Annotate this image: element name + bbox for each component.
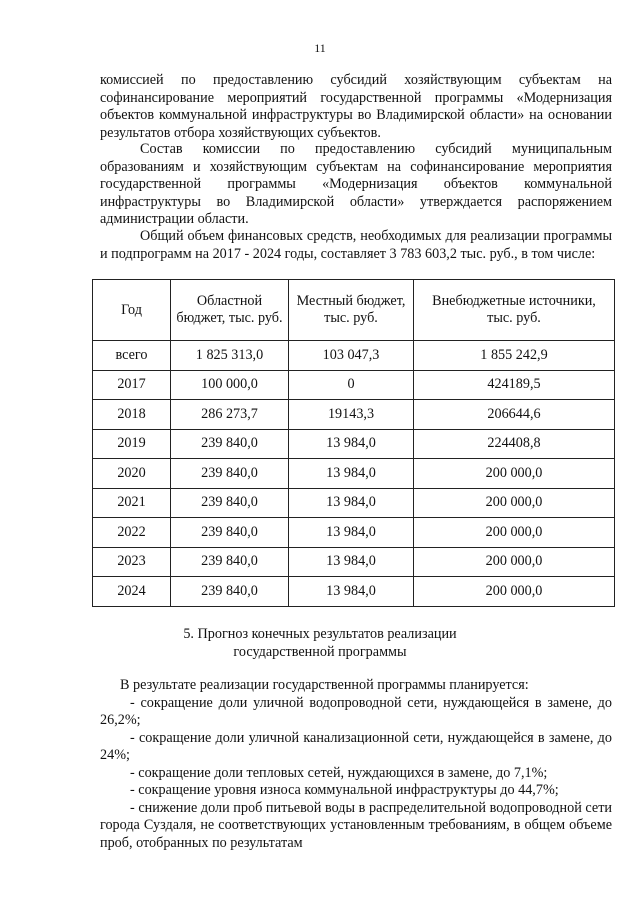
section-heading-line-2: государственной программы bbox=[233, 644, 407, 660]
cell-year: 2019 bbox=[93, 429, 171, 459]
page-number: 11 bbox=[314, 41, 326, 55]
cell-regional-budget: 239 840,0 bbox=[171, 577, 289, 607]
cell-local-budget: 13 984,0 bbox=[289, 459, 414, 489]
cell-regional-budget: 286 273,7 bbox=[171, 400, 289, 430]
table-row bbox=[93, 370, 615, 400]
cell-regional-budget: 239 840,0 bbox=[171, 459, 289, 489]
cell-local-budget: 13 984,0 bbox=[289, 429, 414, 459]
cell-regional-budget: 1 825 313,0 bbox=[171, 341, 289, 371]
table-row bbox=[93, 429, 615, 459]
results-item: - сокращение доли уличной водопроводной сети, нуждающейся в замене, до 26,2%; bbox=[100, 694, 612, 728]
cell-year: всего bbox=[93, 341, 171, 371]
cell-year: 2017 bbox=[93, 370, 171, 400]
cell-year: 2021 bbox=[93, 488, 171, 518]
cell-regional-budget: 239 840,0 bbox=[171, 518, 289, 548]
cell-extrabudgetary: 1 855 242,9 bbox=[414, 341, 615, 371]
table-row bbox=[93, 488, 615, 518]
cell-year: 2023 bbox=[93, 547, 171, 577]
cell-extrabudgetary: 424189,5 bbox=[414, 370, 615, 400]
table-row bbox=[93, 547, 615, 577]
cell-local-budget: 13 984,0 bbox=[289, 488, 414, 518]
cell-local-budget: 0 bbox=[289, 370, 414, 400]
cell-extrabudgetary: 224408,8 bbox=[414, 429, 615, 459]
results-list bbox=[100, 677, 612, 852]
table-row bbox=[93, 400, 615, 430]
table-row bbox=[93, 341, 615, 371]
funding-table bbox=[92, 279, 615, 607]
cell-extrabudgetary: 200 000,0 bbox=[414, 577, 615, 607]
header-year: Год bbox=[93, 280, 171, 341]
section-heading bbox=[0, 625, 640, 661]
cell-local-budget: 103 047,3 bbox=[289, 341, 414, 371]
results-item: - сокращение доли уличной канализационной сети, нуждающейся в замене, до 24%; bbox=[100, 729, 612, 763]
cell-local-budget: 19143,3 bbox=[289, 400, 414, 430]
table-header-row bbox=[93, 280, 615, 341]
cell-extrabudgetary: 200 000,0 bbox=[414, 459, 615, 489]
results-item: - сокращение доли тепловых сетей, нуждающихся в замене, до 7,1%; bbox=[130, 764, 548, 781]
section-heading-line-1: 5. Прогноз конечных результатов реализации bbox=[183, 626, 457, 642]
results-item: - снижение доли проб питьевой воды в распределительной водопроводной сети города Суздаля, не соответствующих установленным требованиям, в общем объеме проб, отобранных по результатам bbox=[100, 799, 612, 851]
cell-extrabudgetary: 200 000,0 bbox=[414, 488, 615, 518]
cell-local-budget: 13 984,0 bbox=[289, 577, 414, 607]
results-intro: В результате реализации государственной программы планируется: bbox=[120, 677, 529, 693]
cell-year: 2018 bbox=[93, 400, 171, 430]
cell-year: 2024 bbox=[93, 577, 171, 607]
table-row bbox=[93, 577, 615, 607]
cell-regional-budget: 239 840,0 bbox=[171, 488, 289, 518]
cell-year: 2022 bbox=[93, 518, 171, 548]
cell-extrabudgetary: 200 000,0 bbox=[414, 547, 615, 577]
cell-year: 2020 bbox=[93, 459, 171, 489]
paragraph-commission-composition: Состав комиссии по предоставлению субсидий муниципальным образованиям и хозяйствующим субъектам на софинансирование мероприятия государственной программы «Модернизация объектов коммунальной инфраструктуры во Владимирской области» утверждается распоряжением администрации области. bbox=[100, 141, 612, 227]
header-extrabudgetary: Внебюджетные источники, тыс. руб. bbox=[414, 280, 615, 341]
cell-regional-budget: 100 000,0 bbox=[171, 370, 289, 400]
cell-regional-budget: 239 840,0 bbox=[171, 429, 289, 459]
table-row bbox=[93, 518, 615, 548]
paragraph-commission-continued: комиссией по предоставлению субсидий хозяйствующим субъектам на софинансирование мероприятий государственной программы «Модернизация объектов коммунальной инфраструктуры во Владимирской области» на основании результатов отбора хозяйствующих субъектов. bbox=[100, 72, 612, 141]
table-body bbox=[93, 341, 615, 607]
cell-local-budget: 13 984,0 bbox=[289, 518, 414, 548]
cell-regional-budget: 239 840,0 bbox=[171, 547, 289, 577]
header-local-budget: Местный бюджет, тыс. руб. bbox=[289, 280, 414, 341]
cell-extrabudgetary: 200 000,0 bbox=[414, 518, 615, 548]
table-row bbox=[93, 459, 615, 489]
results-item: - сокращение уровня износа коммунальной инфраструктуры до 44,7%; bbox=[130, 782, 559, 798]
paragraph-total-funding: Общий объем финансовых средств, необходимых для реализации программы и подпрограмм на 2017 - 2024 годы, составляет 3 783 603,2 тыс. руб., в том числе: bbox=[100, 228, 612, 262]
cell-local-budget: 13 984,0 bbox=[289, 547, 414, 577]
header-regional-budget: Областной бюджет, тыс. руб. bbox=[171, 280, 289, 341]
cell-extrabudgetary: 206644,6 bbox=[414, 400, 615, 430]
